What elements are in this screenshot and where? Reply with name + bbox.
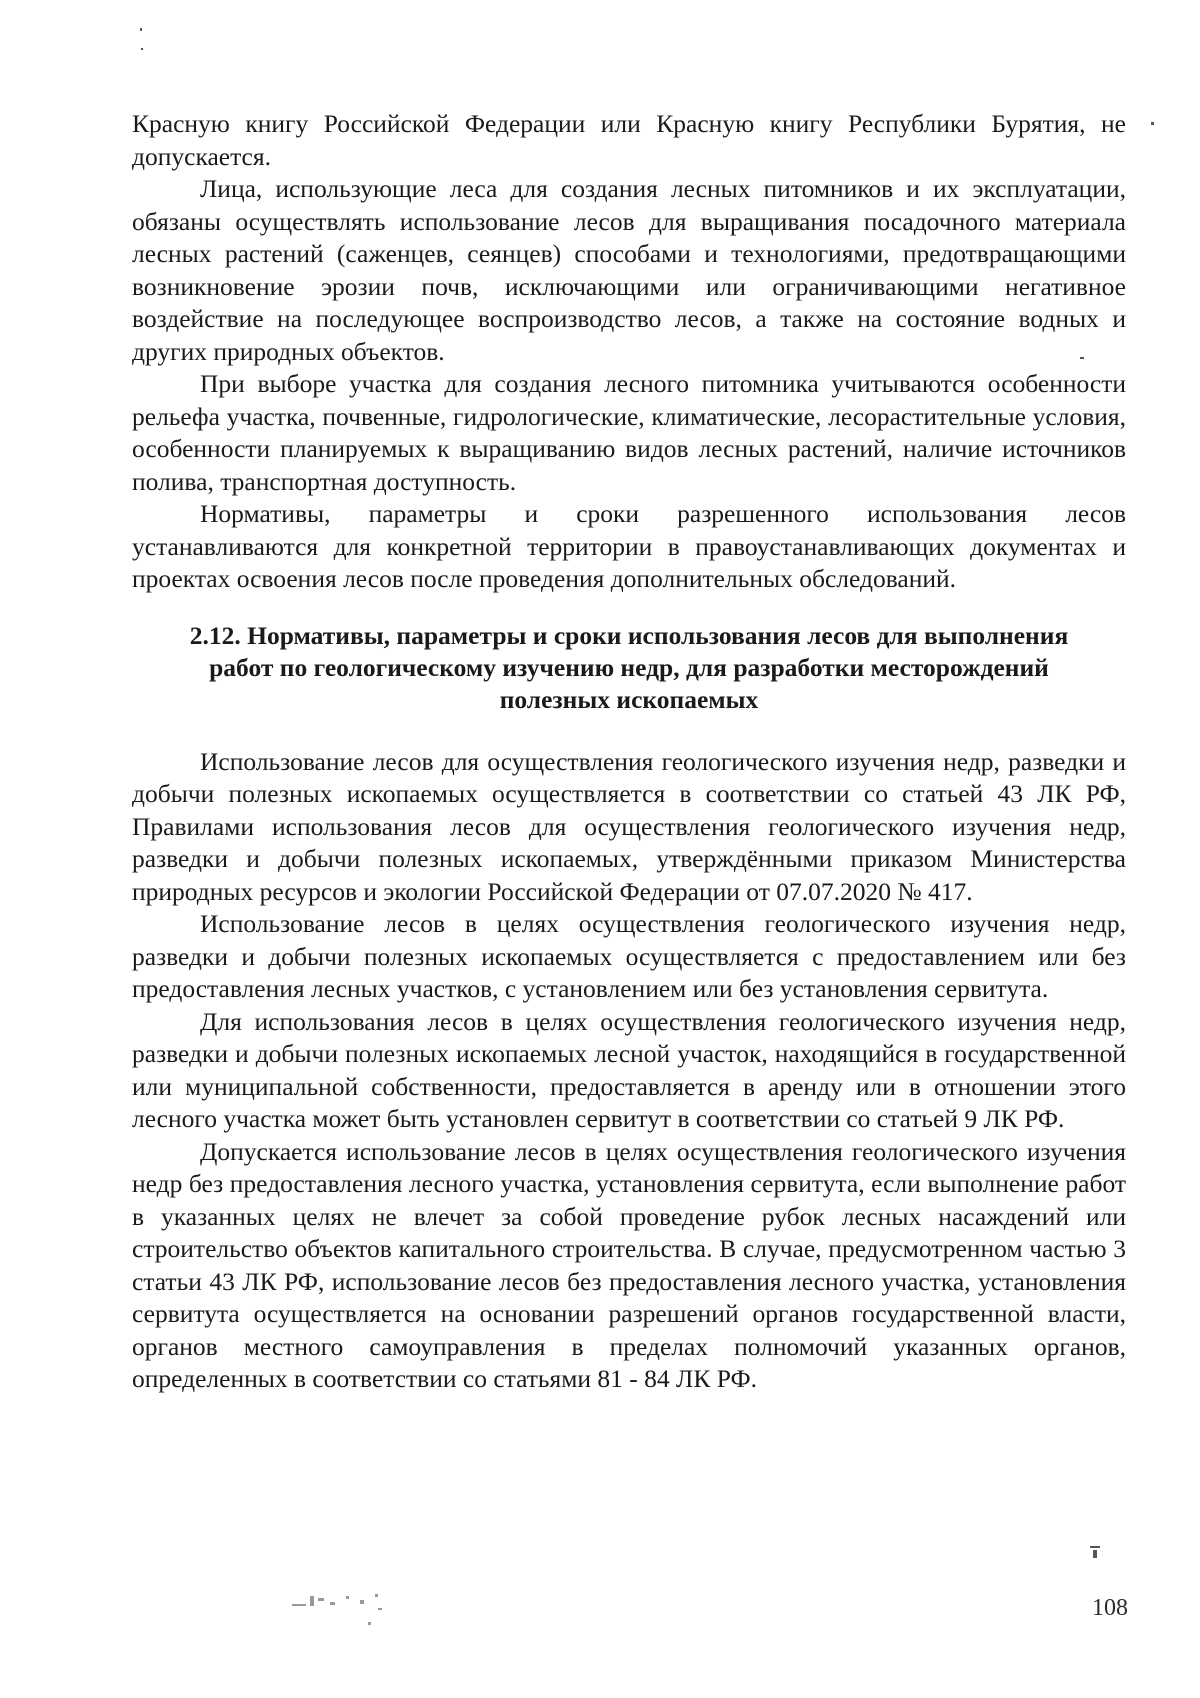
paragraph-lease-servitude: Для использования лесов в целях осуществления геологического изучения недр, разведки и добычи полезных ископаемых лесной участок, находящийся в государственной или муниципальной собственности, предоставляется в аренду или в отношении этого лесного участка может быть установлен сервитут в соответствии со статьей 9 ЛК РФ. xyxy=(132,1006,1126,1133)
paragraph-site-selection: При выборе участка для создания лесного питомника учитываются особенности рельефа участка, почвенные, гидрологические, климатические, лесорастительные условия, особенности планируемых к выращиванию видов лесных растений, наличие источников полива, транспортная доступность. xyxy=(132,369,1126,496)
paragraph-without-plot: Допускается использование лесов в целях осуществления геологического изучения недр без предоставления лесного участка, установления сервитута, если выполнение работ в указанных целях не влечет за собой проведение рубок лесных насаждений или строительство объектов капитального строительства. В случае, предусмотренном частью 3 статьи 43 ЛК РФ, использование лесов без предоставления лесного участка, установления сервитута осуществляется на основании разрешений органов государственной власти, органов местного самоуправления в пределах полномочий указанных органов, определенных в соответствии со статьями 81 - 84 ЛК РФ. xyxy=(132,1136,1126,1393)
paragraph-nurseries: Лица, использующие леса для создания лесных питомников и их эксплуатации, обязаны осуществлять использование лесов для выращивания посадочного материала лесных растений (саженцев, сеянцев) способами и технологиями, предотвращающими возникновение эрозии почв, исключающими или ограничивающими негативное воздействие на последующее воспроизводство лесов, а также на состояние водных и других природных объектов. xyxy=(132,174,1126,366)
paragraph-plot-provision: Использование лесов в целях осуществления геологического изучения недр, разведки и добычи полезных ископаемых осуществляется с предоставлением или без предоставления лесных участков, с установлением или без установления сервитута. xyxy=(132,909,1126,1003)
document-body xyxy=(132,108,1126,1396)
paragraph-red-book: Красную книгу Российской Федерации или Красную книгу Республики Бурятия, не допускается. xyxy=(132,109,1126,171)
page-number: 108 xyxy=(1092,1595,1128,1621)
paragraph-standards: Нормативы, параметры и сроки разрешенного использования лесов устанавливаются для конкретной территории в правоустанавливающих документах и проектах освоения лесов после проведения дополнительных обследований. xyxy=(132,499,1126,593)
paragraph-geology-usage: Использование лесов для осуществления геологического изучения недр, разведки и добычи полезных ископаемых осуществляется в соответствии со статьей 43 ЛК РФ, Правилами использования лесов для осуществления геологического изучения недр, разведки и добычи полезных ископаемых, утверждёнными приказом Министерства природных ресурсов и экологии Российской Федерации от 07.07.2020 № 417. xyxy=(132,746,1126,906)
section-heading: 2.12. Нормативы, параметры и сроки использования лесов для выполнения работ по геологическому изучению недр, для разработки месторождений полезных ископаемых xyxy=(189,620,1069,714)
